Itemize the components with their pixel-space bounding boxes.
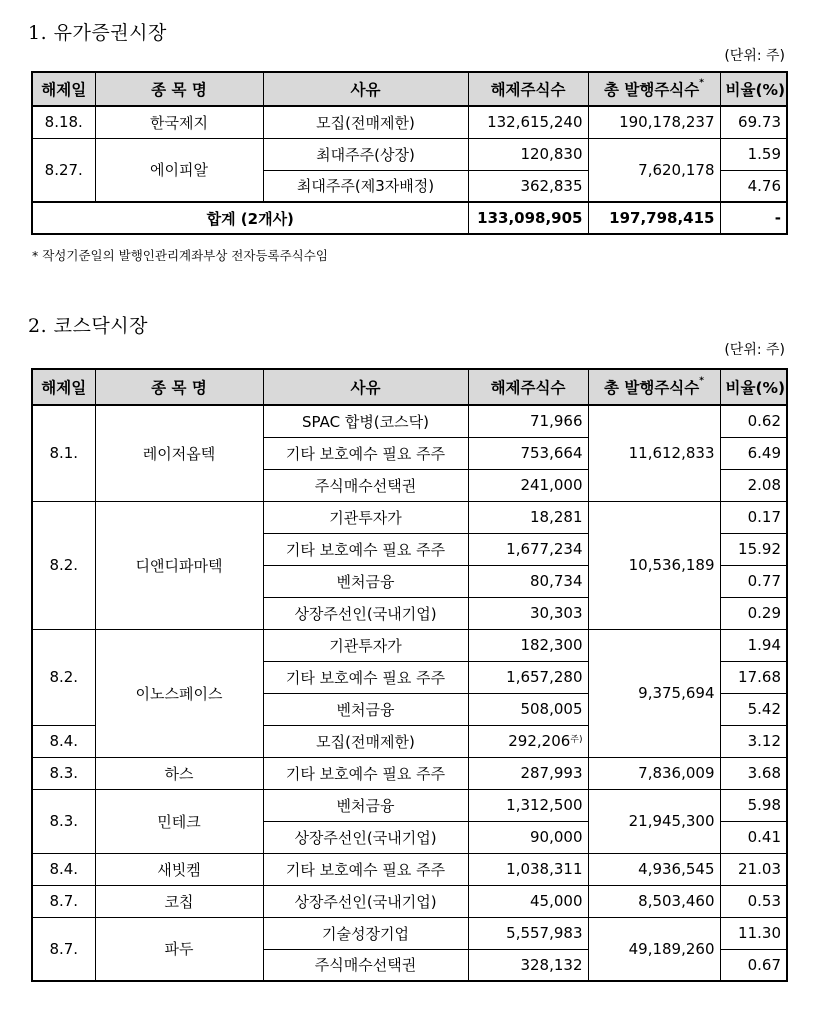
shares-cell: 287,993	[468, 757, 588, 789]
shares-cell: 508,005	[468, 693, 588, 725]
reason-cell: 벤처금융	[263, 565, 468, 597]
kospi-table	[31, 71, 788, 235]
date-cell: 8.3.	[32, 757, 95, 789]
shares-cell: 45,000	[468, 885, 588, 917]
date-cell: 8.7.	[32, 885, 95, 917]
shares-cell: 1,038,311	[468, 853, 588, 885]
total-shares-cell: 21,945,300	[588, 789, 720, 853]
total-shares-cell: 49,189,260	[588, 917, 720, 981]
reason-cell: 상장주선인(국내기업)	[263, 597, 468, 629]
header-ratio: 비율(%)	[720, 72, 787, 106]
header-ratio: 비율(%)	[720, 369, 787, 405]
date-cell: 8.1.	[32, 405, 95, 501]
ratio-cell: 0.17	[720, 501, 787, 533]
company-cell: 파두	[95, 917, 263, 981]
total-shares-cell: 10,536,189	[588, 501, 720, 629]
date-cell: 8.7.	[32, 917, 95, 981]
company-cell: 에이피알	[95, 138, 263, 202]
header-reason: 사유	[263, 369, 468, 405]
reason-cell: 상장주선인(국내기업)	[263, 885, 468, 917]
total-shares-cell: 7,620,178	[588, 138, 720, 202]
shares-cell: 5,557,983	[468, 917, 588, 949]
total-shares-sum: 133,098,905	[468, 202, 588, 234]
total-shares-cell: 9,375,694	[588, 629, 720, 757]
header-total-star: *	[699, 376, 704, 386]
reason-cell: 기타 보호예수 필요 주주	[263, 533, 468, 565]
company-cell: 민테크	[95, 789, 263, 853]
date-cell: 8.2.	[32, 501, 95, 629]
table-row	[32, 789, 787, 821]
company-cell: 하스	[95, 757, 263, 789]
shares-cell: 90,000	[468, 821, 588, 853]
reason-cell: 주식매수선택권	[263, 949, 468, 981]
shares-cell: 328,132	[468, 949, 588, 981]
header-total-label: 총 발행주식수	[604, 379, 700, 397]
section2-title: 2. 코스닥시장	[28, 315, 148, 337]
shares-cell: 80,734	[468, 565, 588, 597]
table-row	[32, 757, 787, 789]
shares-cell: 182,300	[468, 629, 588, 661]
reason-cell: 상장주선인(국내기업)	[263, 821, 468, 853]
header-date: 해제일	[32, 72, 95, 106]
total-ratio: -	[720, 202, 787, 234]
company-cell: 디앤디파마텍	[95, 501, 263, 629]
shares-cell: 30,303	[468, 597, 588, 629]
ratio-cell: 0.77	[720, 565, 787, 597]
company-cell: 새빗켐	[95, 853, 263, 885]
ratio-cell: 5.98	[720, 789, 787, 821]
company-cell: 레이저옵텍	[95, 405, 263, 501]
ratio-cell: 1.94	[720, 629, 787, 661]
reason-cell: 모집(전매제한)	[263, 106, 468, 138]
date-cell: 8.4.	[32, 725, 95, 757]
ratio-cell: 4.76	[720, 170, 787, 202]
date-cell: 8.2.	[32, 629, 95, 725]
ratio-cell: 2.08	[720, 469, 787, 501]
header-name: 종 목 명	[95, 72, 263, 106]
shares-cell: 1,677,234	[468, 533, 588, 565]
table-header-row	[32, 369, 787, 405]
shares-cell: 1,312,500	[468, 789, 588, 821]
table-row	[32, 853, 787, 885]
table-row	[32, 106, 787, 138]
total-row	[32, 202, 787, 234]
total-shares-cell: 8,503,460	[588, 885, 720, 917]
shares-cell: 241,000	[468, 469, 588, 501]
table-header-row	[32, 72, 787, 106]
reason-cell: 기관투자가	[263, 629, 468, 661]
ratio-cell: 0.53	[720, 885, 787, 917]
reason-cell: 기타 보호예수 필요 주주	[263, 757, 468, 789]
shares-cell: 71,966	[468, 405, 588, 437]
ratio-cell: 6.49	[720, 437, 787, 469]
ratio-cell: 21.03	[720, 853, 787, 885]
table-row	[32, 138, 787, 170]
company-cell: 이노스페이스	[95, 629, 263, 757]
ratio-cell: 1.59	[720, 138, 787, 170]
total-shares-cell: 7,836,009	[588, 757, 720, 789]
ratio-cell: 15.92	[720, 533, 787, 565]
footnote: * 작성기준일의 발행인관리계좌부상 전자등록주식수임	[32, 248, 328, 263]
reason-cell: 기타 보호예수 필요 주주	[263, 437, 468, 469]
reason-cell: 기타 보호예수 필요 주주	[263, 853, 468, 885]
reason-cell: 기타 보호예수 필요 주주	[263, 661, 468, 693]
shares-cell	[468, 725, 588, 757]
ratio-cell: 5.42	[720, 693, 787, 725]
ratio-cell: 11.30	[720, 917, 787, 949]
shares-value: 292,206	[508, 732, 571, 750]
shares-cell: 753,664	[468, 437, 588, 469]
ratio-cell: 69.73	[720, 106, 787, 138]
total-shares-cell: 11,612,833	[588, 405, 720, 501]
reason-cell: 벤처금융	[263, 693, 468, 725]
section1-title: 1. 유가증권시장	[28, 22, 167, 44]
reason-cell: 기술성장기업	[263, 917, 468, 949]
ratio-cell: 0.41	[720, 821, 787, 853]
ratio-cell: 3.12	[720, 725, 787, 757]
header-reason: 사유	[263, 72, 468, 106]
company-cell: 코칩	[95, 885, 263, 917]
ratio-cell: 0.67	[720, 949, 787, 981]
ratio-cell: 0.62	[720, 405, 787, 437]
date-cell: 8.27.	[32, 138, 95, 202]
reason-cell: SPAC 합병(코스닥)	[263, 405, 468, 437]
reason-cell: 최대주주(상장)	[263, 138, 468, 170]
header-name: 종 목 명	[95, 369, 263, 405]
reason-cell: 벤처금융	[263, 789, 468, 821]
total-shares-cell: 4,936,545	[588, 853, 720, 885]
header-total-label: 총 발행주식수	[604, 81, 700, 99]
reason-cell: 기관투자가	[263, 501, 468, 533]
date-cell: 8.4.	[32, 853, 95, 885]
table-row	[32, 405, 787, 437]
table-row	[32, 629, 787, 661]
kosdaq-table	[31, 368, 788, 982]
shares-footnote-mark: 주)	[570, 735, 583, 745]
total-shares-cell: 190,178,237	[588, 106, 720, 138]
date-cell: 8.3.	[32, 789, 95, 853]
reason-cell: 최대주주(제3자배정)	[263, 170, 468, 202]
shares-cell: 1,657,280	[468, 661, 588, 693]
company-cell: 한국제지	[95, 106, 263, 138]
total-issued-sum: 197,798,415	[588, 202, 720, 234]
shares-cell: 18,281	[468, 501, 588, 533]
header-total	[588, 72, 720, 106]
section1-unit: (단위: 주)	[724, 48, 785, 64]
reason-cell: 주식매수선택권	[263, 469, 468, 501]
header-date: 해제일	[32, 369, 95, 405]
header-shares: 해제주식수	[468, 369, 588, 405]
table-row	[32, 917, 787, 949]
shares-cell: 132,615,240	[468, 106, 588, 138]
header-shares: 해제주식수	[468, 72, 588, 106]
ratio-cell: 0.29	[720, 597, 787, 629]
header-total	[588, 369, 720, 405]
table-row	[32, 885, 787, 917]
table-row	[32, 501, 787, 533]
ratio-cell: 3.68	[720, 757, 787, 789]
header-total-star: *	[699, 78, 704, 88]
shares-cell: 120,830	[468, 138, 588, 170]
section2-unit: (단위: 주)	[724, 342, 785, 358]
date-cell: 8.18.	[32, 106, 95, 138]
ratio-cell: 17.68	[720, 661, 787, 693]
reason-cell: 모집(전매제한)	[263, 725, 468, 757]
total-label: 합계 (2개사)	[32, 202, 468, 234]
shares-cell: 362,835	[468, 170, 588, 202]
